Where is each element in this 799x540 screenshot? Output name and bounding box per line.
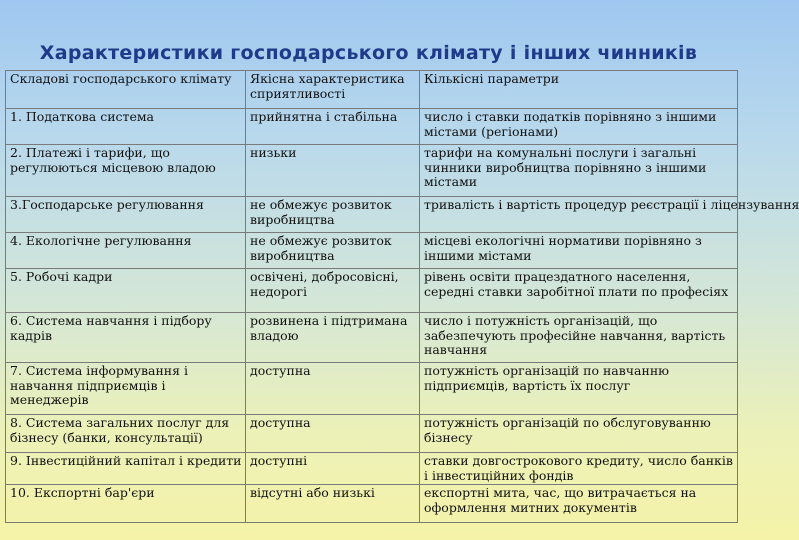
header-components: Складові господарського клімату <box>6 71 246 109</box>
quality-cell: розвинена і підтримана владою <box>246 313 420 363</box>
quality-cell: відсутні або низькі <box>246 485 420 523</box>
params-cell: потужність організацій по обслуговуванню бізнесу <box>420 415 738 453</box>
factor-cell: 6. Система навчання і підбору кадрів <box>6 313 246 363</box>
header-parameters: Кількісні параметри <box>420 71 738 109</box>
table-row <box>6 109 738 145</box>
quality-cell: низьки <box>246 145 420 197</box>
params-cell: ставки довгострокового кредиту, число банків і інвестиційних фондів <box>420 453 738 485</box>
params-cell: рівень освіти працездатного населення, середні ставки заробітної плати по професіях <box>420 269 738 313</box>
quality-cell: прийнятна і стабільна <box>246 109 420 145</box>
factor-cell: 7. Система інформування і навчання підприємців і менеджерів <box>6 363 246 415</box>
page-title: Характеристики господарського клімату і інших чинників <box>39 42 698 64</box>
table-row <box>6 145 738 197</box>
table-header-row <box>6 71 738 109</box>
header-quality: Якісна характеристика сприятливості <box>246 71 420 109</box>
factor-cell: 2. Платежі і тарифи, що регулюються місцевою владою <box>6 145 246 197</box>
climate-table <box>5 70 799 523</box>
table-row <box>6 313 738 363</box>
table-row <box>6 363 738 415</box>
table-row <box>6 485 738 523</box>
params-cell: тривалість і вартість процедур реєстрації і ліцензування <box>420 197 738 233</box>
factor-cell: 10. Експортні бар'єри <box>6 485 246 523</box>
factor-cell: 3.Господарське регулювання <box>6 197 246 233</box>
table-row <box>6 197 738 233</box>
factor-cell: 1. Податкова система <box>6 109 246 145</box>
factor-cell: 8. Система загальних послуг для бізнесу (банки, консультації) <box>6 415 246 453</box>
factor-cell: 4. Екологічне регулювання <box>6 233 246 269</box>
table-row <box>6 269 738 313</box>
table-row <box>6 453 738 485</box>
quality-cell: доступна <box>246 363 420 415</box>
quality-cell: доступна <box>246 415 420 453</box>
quality-cell: не обмежує розвиток виробництва <box>246 233 420 269</box>
factor-cell: 9. Інвестиційний капітал і кредити <box>6 453 246 485</box>
params-cell: місцеві екологічні нормативи порівняно з іншими містами <box>420 233 738 269</box>
table-row <box>6 233 738 269</box>
params-cell: число і ставки податків порівняно з іншими містами (регіонами) <box>420 109 738 145</box>
table-row <box>6 415 738 453</box>
params-cell: експортні мита, час, що витрачається на оформлення митних документів <box>420 485 738 523</box>
params-cell: тарифи на комунальні послуги і загальні чинники виробництва порівняно з іншими містами <box>420 145 738 197</box>
quality-cell: освічені, добросовісні, недорогі <box>246 269 420 313</box>
quality-cell: не обмежує розвиток виробництва <box>246 197 420 233</box>
params-cell: число і потужність організацій, що забезпечують професійне навчання, вартість навчання <box>420 313 738 363</box>
quality-cell: доступні <box>246 453 420 485</box>
factor-cell: 5. Робочі кадри <box>6 269 246 313</box>
params-cell: потужність організацій по навчанню підприємців, вартість їх послуг <box>420 363 738 415</box>
